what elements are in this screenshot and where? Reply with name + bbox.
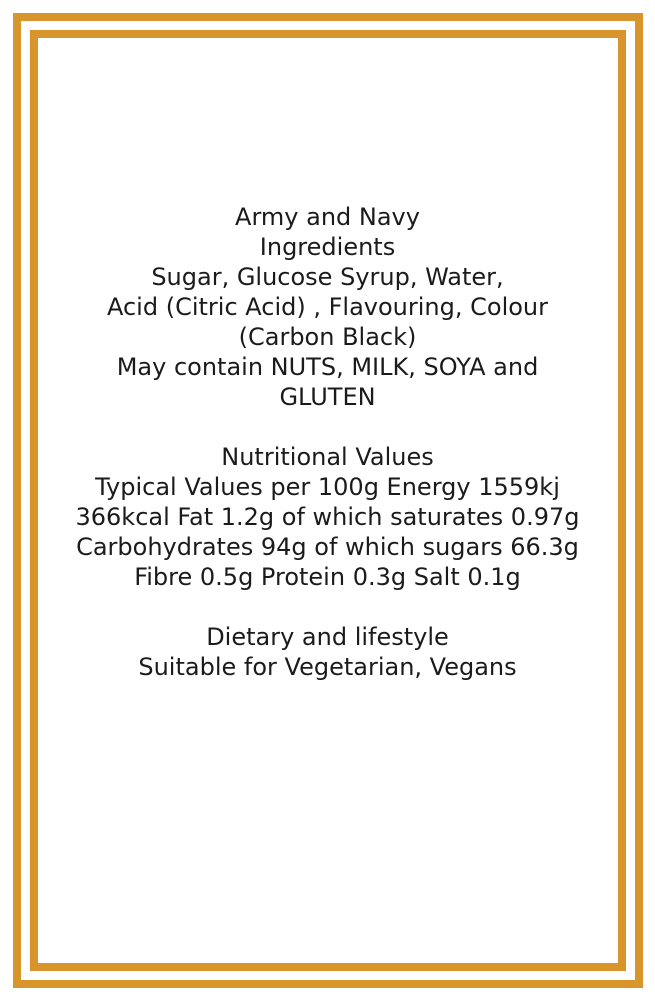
ingredients-line: May contain NUTS, MILK, SOYA and: [116, 353, 539, 381]
nutrition-text: [42, 472, 613, 592]
ingredients-line: GLUTEN: [279, 383, 376, 411]
nutrition-line: 366kcal Fat 1.2g of which saturates 0.97g: [75, 503, 580, 531]
label-content: [42, 202, 613, 682]
nutrition-line: Fibre 0.5g Protein 0.3g Salt 0.1g: [134, 563, 521, 591]
nutrition-line: Carbohydrates 94g of which sugars 66.3g: [76, 533, 579, 561]
nutrition-line: Typical Values per 100g Energy 1559kj: [95, 473, 560, 501]
dietary-text: [42, 622, 613, 682]
ingredients-line: Sugar, Glucose Syrup, Water,: [151, 263, 504, 291]
ingredients-heading: Ingredients: [259, 233, 396, 261]
ingredients-text: [42, 262, 613, 412]
ingredients-line: Acid (Citric Acid) , Flavouring, Colour: [106, 293, 548, 321]
ingredients-line: (Carbon Black): [238, 323, 417, 351]
dietary-heading: Dietary and lifestyle: [206, 623, 449, 651]
nutrition-heading: Nutritional Values: [221, 443, 434, 471]
product-title: Army and Navy: [235, 203, 420, 231]
dietary-line: Suitable for Vegetarian, Vegans: [138, 653, 517, 681]
